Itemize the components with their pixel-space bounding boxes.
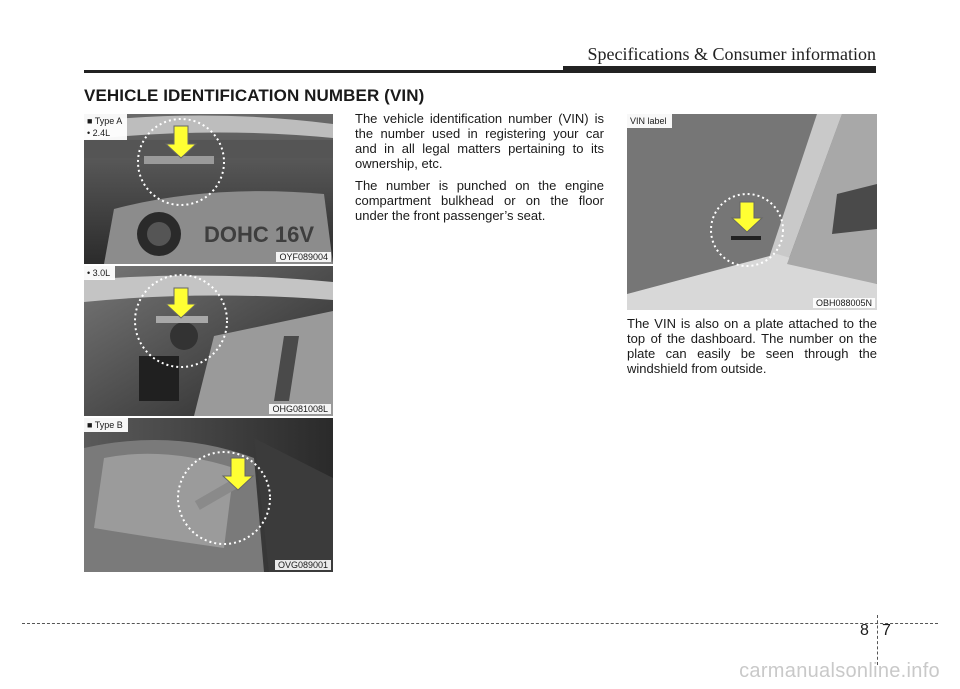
type-a-label: ■ Type A (87, 116, 123, 126)
figure-type-b-seat (84, 418, 333, 572)
page-number: 7 (882, 622, 891, 639)
paragraph: The VIN is also on a plate attached to the top of the dashboard. The number on the plate can easily be seen through the windshield from outside. (627, 316, 877, 376)
type-b-tag (84, 418, 128, 432)
svg-text:DOHC 16V: DOHC 16V (204, 222, 315, 247)
page-title: VEHICLE IDENTIFICATION NUMBER (VIN) (84, 86, 425, 105)
engine-30l-label: • 3.0L (87, 268, 111, 278)
vin-label-label: VIN label (630, 116, 667, 126)
footer-dashed-rule (22, 623, 938, 624)
vin-label-tag (627, 114, 672, 128)
header-bar (563, 66, 876, 73)
figure-type-a-engine (84, 114, 333, 264)
figure-vin-label (627, 114, 877, 310)
chapter-number: 8 (860, 622, 869, 639)
figure-code: OYF089004 (276, 252, 331, 262)
engine-photo-30l (84, 266, 333, 416)
dashboard-photo (627, 114, 877, 310)
engine-30l-tag (84, 266, 115, 280)
type-a-tag (84, 114, 127, 140)
header-section-title: Specifications & Consumer information (587, 44, 876, 64)
watermark: carmanualsonline.info (739, 660, 940, 682)
type-b-label: ■ Type B (87, 420, 123, 430)
vin-description (355, 111, 604, 230)
engine-24l-label: • 2.4L (87, 128, 111, 138)
vin-plate-description (627, 316, 877, 383)
figure-engine-30l (84, 266, 333, 416)
paragraph: The vehicle identification number (VIN) is the number used in registering your car and in all legal matters pertaining to its ownership, etc. (355, 111, 604, 171)
paragraph: The number is punched on the engine compartment bulkhead or on the floor under the front passenger’s seat. (355, 178, 604, 223)
figure-code: OVG089001 (275, 560, 331, 570)
footer-divider (877, 615, 878, 665)
figure-code: OBH088005N (813, 298, 875, 308)
seat-floor-photo (84, 418, 333, 572)
figure-code: OHG081008L (269, 404, 331, 414)
